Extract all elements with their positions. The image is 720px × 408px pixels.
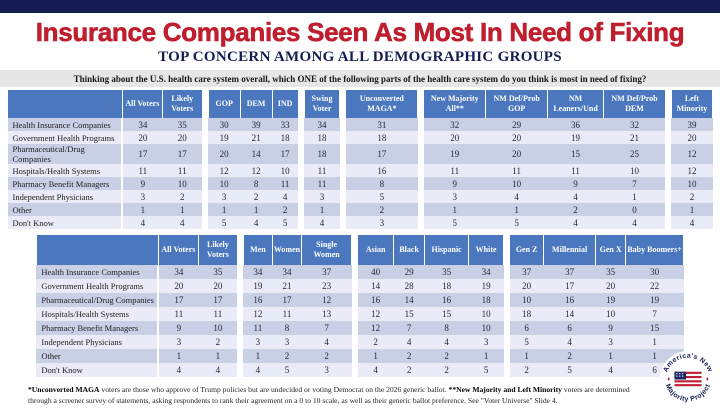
value-cell: 11	[304, 164, 340, 177]
table-row	[8, 190, 713, 203]
value-cell: 1	[626, 335, 684, 349]
value-cell: 19	[548, 131, 604, 144]
value-cell: 20	[596, 279, 626, 293]
value-cell: 6	[510, 321, 544, 335]
value-cell: 16	[544, 293, 596, 307]
table-row	[8, 177, 713, 190]
value-cell: 2	[510, 363, 544, 377]
value-cell: 10	[162, 177, 202, 190]
value-cell: 11	[198, 307, 237, 321]
value-cell: 20	[671, 131, 712, 144]
value-cell: 2	[394, 363, 425, 377]
value-cell: 11	[243, 321, 272, 335]
value-cell: 9	[158, 321, 198, 335]
value-cell: 5	[272, 363, 301, 377]
column-header: IND	[272, 90, 298, 118]
value-cell: 20	[122, 131, 162, 144]
value-cell: 36	[548, 118, 604, 131]
column-header: Gen X	[596, 235, 626, 265]
value-cell: 18	[272, 131, 298, 144]
value-cell: 4	[604, 216, 666, 229]
value-cell: 18	[304, 131, 340, 144]
table-row	[8, 216, 713, 229]
value-cell: 4	[122, 216, 162, 229]
value-cell: 1	[243, 349, 272, 363]
value-cell: 17	[122, 144, 162, 164]
column-header: NM Def/Prob DEM	[604, 90, 666, 118]
value-cell: 5	[346, 190, 418, 203]
value-cell: 10	[596, 307, 626, 321]
value-cell: 3	[469, 335, 504, 349]
value-cell: 15	[394, 307, 425, 321]
value-cell: 14	[544, 307, 596, 321]
value-cell: 12	[671, 164, 712, 177]
value-cell: 20	[208, 144, 240, 164]
value-cell: 32	[604, 118, 666, 131]
value-cell: 20	[198, 279, 237, 293]
row-label: Health Insurance Companies	[36, 265, 158, 279]
table-row	[36, 265, 683, 279]
table-row	[8, 131, 713, 144]
table-row	[8, 203, 713, 216]
value-cell: 2	[671, 190, 712, 203]
value-cell: 21	[240, 131, 272, 144]
value-cell: 20	[158, 279, 198, 293]
value-cell: 12	[671, 144, 712, 164]
slide-title: Insurance Companies Seen As Most In Need of Fixing	[35, 17, 685, 47]
top-bar	[0, 0, 720, 13]
footnote	[28, 384, 648, 406]
value-cell: 4	[544, 335, 596, 349]
row-label-column-header	[36, 235, 158, 265]
value-cell: 22	[626, 279, 684, 293]
value-cell: 11	[272, 177, 298, 190]
table-row	[8, 118, 713, 131]
value-cell: 1	[424, 203, 486, 216]
value-cell: 16	[346, 164, 418, 177]
table-row	[36, 335, 683, 349]
column-header: Millennial	[544, 235, 596, 265]
value-cell: 8	[272, 321, 301, 335]
value-cell: 9	[596, 321, 626, 335]
survey-question: Thinking about the U.S. health care system overall, which ONE of the following parts of the health care system do you think is most in need of fixing?	[0, 70, 720, 87]
row-label: Pharmacy Benefit Managers	[8, 177, 123, 190]
value-cell: 31	[346, 118, 418, 131]
value-cell: 2	[425, 349, 469, 363]
value-cell: 8	[240, 177, 272, 190]
column-header: Unconverted MAGA*	[346, 90, 418, 118]
value-cell: 4	[548, 190, 604, 203]
column-header: Gen Z	[510, 235, 544, 265]
row-label: Other	[36, 349, 158, 363]
value-cell: 3	[243, 335, 272, 349]
value-cell: 12	[302, 293, 352, 307]
value-cell: 10	[510, 293, 544, 307]
value-cell: 3	[424, 190, 486, 203]
value-cell: 19	[424, 144, 486, 164]
value-cell: 19	[243, 279, 272, 293]
value-cell: 5	[510, 335, 544, 349]
value-cell: 5	[469, 363, 504, 377]
table-row	[36, 307, 683, 321]
value-cell: 2	[548, 203, 604, 216]
row-label-column-header	[8, 90, 123, 118]
value-cell: 19	[596, 293, 626, 307]
value-cell: 14	[240, 144, 272, 164]
value-cell: 5	[208, 216, 240, 229]
value-cell: 15	[626, 321, 684, 335]
value-cell: 11	[158, 307, 198, 321]
value-cell: 9	[548, 177, 604, 190]
value-cell: 4	[243, 363, 272, 377]
value-cell: 19	[469, 279, 504, 293]
value-cell: 23	[302, 279, 352, 293]
value-cell: 37	[544, 265, 596, 279]
value-cell: 4	[548, 216, 604, 229]
column-header: Likely Voters	[162, 90, 202, 118]
value-cell: 17	[272, 144, 298, 164]
value-cell: 5	[424, 216, 486, 229]
value-cell: 3	[596, 335, 626, 349]
value-cell: 39	[671, 118, 712, 131]
column-header: Asian	[358, 235, 394, 265]
value-cell: 1	[240, 203, 272, 216]
value-cell: 10	[208, 177, 240, 190]
slide-subtitle: TOP CONCERN AMONG ALL DEMOGRAPHIC GROUPS	[158, 49, 562, 65]
value-cell: 2	[544, 349, 596, 363]
value-cell: 21	[604, 131, 666, 144]
column-header: Swing Voter	[304, 90, 340, 118]
value-cell: 12	[243, 307, 272, 321]
value-cell: 7	[394, 321, 425, 335]
value-cell: 32	[424, 118, 486, 131]
value-cell: 20	[424, 131, 486, 144]
row-label: Don't Know	[36, 363, 158, 377]
value-cell: 5	[486, 216, 548, 229]
table-row	[36, 363, 683, 377]
anmp-logo	[659, 350, 717, 408]
value-cell: 35	[198, 265, 237, 279]
row-label: Hospitals/Health Systems	[36, 307, 158, 321]
value-cell: 5	[272, 216, 298, 229]
row-label: Don't Know	[8, 216, 123, 229]
value-cell: 4	[596, 363, 626, 377]
value-cell: 6	[544, 321, 596, 335]
value-cell: 1	[198, 349, 237, 363]
value-cell: 21	[272, 279, 301, 293]
row-label: Government Health Programs	[8, 131, 123, 144]
value-cell: 30	[626, 265, 684, 279]
value-cell: 4	[198, 363, 237, 377]
logo-bottom-text: Majority Project	[663, 382, 713, 404]
table-demographics	[36, 235, 684, 377]
value-cell: 12	[358, 307, 394, 321]
value-cell: 4	[302, 335, 352, 349]
value-cell: 9	[122, 177, 162, 190]
row-label: Independent Physicians	[36, 335, 158, 349]
value-cell: 18	[304, 144, 340, 164]
footnote-bold-new-majority: **New Majority and Left Minority	[448, 385, 562, 394]
column-header: White	[469, 235, 504, 265]
value-cell: 20	[162, 131, 202, 144]
value-cell: 7	[626, 307, 684, 321]
value-cell: 10	[671, 177, 712, 190]
table-row	[8, 144, 713, 164]
value-cell: 3	[158, 335, 198, 349]
column-header: Baby Boomers+	[626, 235, 684, 265]
footnote-text-2: voters are determined through a screener survey of statements, asking respondents to rank their agreement on a 0 to 10 scale, as well as their generic ballot preference. See "Voter Universe" Slide 4.	[28, 385, 630, 405]
value-cell: 2	[358, 335, 394, 349]
column-header: Likely Voters	[198, 235, 237, 265]
value-cell: 28	[394, 279, 425, 293]
value-cell: 1	[208, 203, 240, 216]
table-row	[36, 279, 683, 293]
value-cell: 17	[198, 293, 237, 307]
value-cell: 10	[272, 164, 298, 177]
value-cell: 1	[596, 349, 626, 363]
value-cell: 1	[304, 203, 340, 216]
value-cell: 3	[302, 363, 352, 377]
value-cell: 16	[358, 293, 394, 307]
value-cell: 16	[425, 293, 469, 307]
value-cell: 4	[158, 363, 198, 377]
value-cell: 11	[486, 164, 548, 177]
value-cell: 35	[596, 265, 626, 279]
value-cell: 2	[302, 349, 352, 363]
value-cell: 11	[122, 164, 162, 177]
value-cell: 4	[240, 216, 272, 229]
row-label: Health Insurance Companies	[8, 118, 123, 131]
row-label: Pharmaceutical/Drug Companies	[8, 144, 123, 164]
value-cell: 5	[544, 363, 596, 377]
value-cell: 3	[122, 190, 162, 203]
column-header: Black	[394, 235, 425, 265]
value-cell: 3	[208, 190, 240, 203]
footnote-bold-unconverted-maga: *Unconverted MAGA	[28, 385, 100, 394]
value-cell: 17	[544, 279, 596, 293]
value-cell: 6	[626, 363, 684, 377]
value-cell: 4	[358, 363, 394, 377]
value-cell: 10	[469, 321, 504, 335]
value-cell: 11	[424, 164, 486, 177]
value-cell: 34	[304, 118, 340, 131]
value-cell: 20	[486, 131, 548, 144]
value-cell: 4	[162, 216, 202, 229]
value-cell: 3	[304, 190, 340, 203]
value-cell: 4	[425, 335, 469, 349]
value-cell: 1	[162, 203, 202, 216]
value-cell: 11	[162, 164, 202, 177]
row-label: Hospitals/Health Systems	[8, 164, 123, 177]
row-label: Independent Physicians	[8, 190, 123, 203]
value-cell: 2	[346, 203, 418, 216]
value-cell: 2	[240, 190, 272, 203]
value-cell: 29	[394, 265, 425, 279]
value-cell: 3	[272, 335, 301, 349]
value-cell: 1	[469, 349, 504, 363]
value-cell: 19	[208, 131, 240, 144]
value-cell: 17	[346, 144, 418, 164]
value-cell: 39	[240, 118, 272, 131]
table-row	[8, 164, 713, 177]
value-cell: 0	[604, 203, 666, 216]
value-cell: 18	[346, 131, 418, 144]
value-cell: 34	[469, 265, 504, 279]
value-cell: 10	[469, 307, 504, 321]
value-cell: 15	[548, 144, 604, 164]
value-cell: 1	[358, 349, 394, 363]
value-cell: 11	[272, 307, 301, 321]
value-cell: 4	[304, 216, 340, 229]
value-cell: 3	[346, 216, 418, 229]
value-cell: 2	[162, 190, 202, 203]
value-cell: 34	[272, 265, 301, 279]
column-header: Women	[272, 235, 301, 265]
value-cell: 14	[358, 279, 394, 293]
value-cell: 9	[424, 177, 486, 190]
value-cell: 17	[158, 293, 198, 307]
value-cell: 2	[425, 363, 469, 377]
column-header: Left Minority	[671, 90, 712, 118]
value-cell: 1	[604, 190, 666, 203]
value-cell: 34	[243, 265, 272, 279]
column-header: All Voters	[158, 235, 198, 265]
column-header: Hispanic	[425, 235, 469, 265]
value-cell: 25	[604, 144, 666, 164]
value-cell: 16	[243, 293, 272, 307]
column-header: Single Women	[302, 235, 352, 265]
value-cell: 11	[548, 164, 604, 177]
column-header: NM Def/Prob GOP	[486, 90, 548, 118]
value-cell: 1	[122, 203, 162, 216]
value-cell: 4	[671, 216, 712, 229]
value-cell: 35	[162, 118, 202, 131]
value-cell: 2	[198, 335, 237, 349]
value-cell: 7	[302, 321, 352, 335]
value-cell: 2	[394, 349, 425, 363]
row-label: Pharmaceutical/Drug Companies	[36, 293, 158, 307]
value-cell: 37	[302, 265, 352, 279]
table-row	[36, 349, 683, 363]
value-cell: 7	[604, 177, 666, 190]
value-cell: 1	[510, 349, 544, 363]
value-cell: 12	[240, 164, 272, 177]
value-cell: 8	[425, 321, 469, 335]
column-header: New Majority All**	[424, 90, 486, 118]
value-cell: 19	[626, 293, 684, 307]
logo-top-text: America's New	[662, 352, 714, 374]
value-cell: 18	[469, 293, 504, 307]
row-label: Government Health Programs	[36, 279, 158, 293]
value-cell: 10	[486, 177, 548, 190]
value-cell: 37	[510, 265, 544, 279]
value-cell: 8	[346, 177, 418, 190]
value-cell: 12	[208, 164, 240, 177]
value-cell: 4	[394, 335, 425, 349]
value-cell: 11	[304, 177, 340, 190]
value-cell: 10	[198, 321, 237, 335]
footnote-text-1: voters are those who approve of Trump policies but are undecided or voting Democrat on the 2026 generic ballot.	[99, 385, 449, 394]
value-cell: 30	[208, 118, 240, 131]
table-voter-segments	[7, 90, 713, 229]
value-cell: 13	[302, 307, 352, 321]
usa-flag-icon	[674, 372, 701, 387]
value-cell: 40	[358, 265, 394, 279]
value-cell: 34	[158, 265, 198, 279]
value-cell: 1	[626, 349, 684, 363]
table-row	[36, 293, 683, 307]
value-cell: 18	[510, 307, 544, 321]
column-header: GOP	[208, 90, 240, 118]
column-header: NM Leaners/Und	[548, 90, 604, 118]
value-cell: 1	[671, 203, 712, 216]
row-label: Pharmacy Benefit Managers	[36, 321, 158, 335]
value-cell: 4	[272, 190, 298, 203]
value-cell: 34	[122, 118, 162, 131]
value-cell: 10	[604, 164, 666, 177]
value-cell: 12	[358, 321, 394, 335]
value-cell: 2	[272, 203, 298, 216]
column-header: All Voters	[122, 90, 162, 118]
value-cell: 29	[486, 118, 548, 131]
row-label: Other	[8, 203, 123, 216]
value-cell: 14	[394, 293, 425, 307]
column-header: Men	[243, 235, 272, 265]
value-cell: 20	[486, 144, 548, 164]
value-cell: 18	[425, 279, 469, 293]
table-row	[36, 321, 683, 335]
value-cell: 17	[162, 144, 202, 164]
value-cell: 1	[158, 349, 198, 363]
value-cell: 35	[425, 265, 469, 279]
value-cell: 1	[486, 203, 548, 216]
value-cell: 2	[272, 349, 301, 363]
value-cell: 17	[272, 293, 301, 307]
value-cell: 4	[486, 190, 548, 203]
column-header: DEM	[240, 90, 272, 118]
value-cell: 15	[425, 307, 469, 321]
value-cell: 20	[510, 279, 544, 293]
value-cell: 33	[272, 118, 298, 131]
